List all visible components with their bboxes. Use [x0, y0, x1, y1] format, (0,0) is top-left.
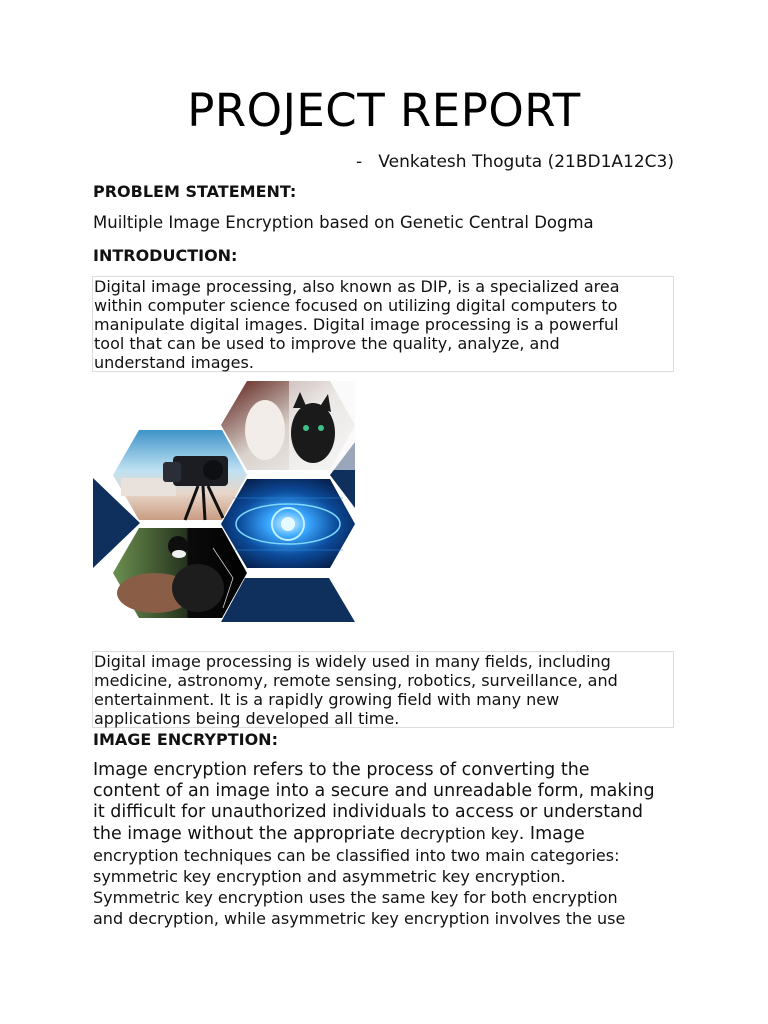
text-line: encryption techniques can be classified into two main categories:	[93, 846, 620, 865]
text-line	[93, 823, 683, 845]
text-line: understand images.	[94, 353, 254, 372]
text-line: entertainment. It is a rapidly growing field with many new	[94, 690, 560, 709]
text-line: Digital image processing, also known as DIP, is a specialized area	[94, 277, 620, 296]
navy-trapezoid-bottom	[221, 578, 355, 622]
page-title: PROJECT REPORT	[187, 84, 581, 137]
problem-statement-text: Muiltiple Image Encryption based on Genetic Central Dogma	[93, 213, 594, 232]
text-line: medicine, astronomy, remote sensing, robotics, surveillance, and	[94, 671, 618, 690]
image-encryption-paragraph	[93, 760, 683, 929]
text-line: Symmetric key encryption uses the same key for both encryption	[93, 888, 618, 907]
introduction-heading: INTRODUCTION:	[93, 246, 238, 265]
text-line: and decryption, while asymmetric key encryption involves the use	[93, 909, 626, 928]
text-line: within computer science focused on utilizing digital computers to	[94, 296, 618, 315]
cat-photo	[221, 381, 355, 470]
image-encryption-heading: IMAGE ENCRYPTION:	[93, 730, 278, 749]
text-line: content of an image into a secure and unreadable form, making	[93, 781, 655, 801]
text-line: manipulate digital images. Digital image processing is a powerful	[94, 315, 619, 334]
eye-digital-graphic	[221, 479, 355, 568]
bird-photo	[113, 528, 247, 618]
text-line: Digital image processing is widely used in many fields, including	[94, 652, 611, 671]
text-line: symmetric key encryption and asymmetric key encryption.	[93, 867, 566, 886]
text-line: tool that can be used to improve the quality, analyze, and	[94, 334, 560, 353]
text-line: Image encryption refers to the process of converting the	[93, 760, 590, 780]
camera-photo	[113, 430, 247, 520]
introduction-paragraph	[92, 276, 674, 372]
applications-paragraph	[92, 651, 674, 728]
author-line: - Venkatesh Thoguta (21BD1A12C3)	[355, 152, 674, 172]
text-line: applications being developed all time.	[94, 709, 400, 728]
text-fragment: decryption key	[394, 824, 519, 843]
hexagon-image-collage	[93, 378, 357, 624]
text-fragment: the image without the appropriate	[93, 824, 395, 844]
text-fragment: . Image	[518, 824, 585, 844]
text-line: it difficult for unauthorized individuals to access or understand	[93, 802, 644, 822]
problem-statement-heading: PROBLEM STATEMENT:	[93, 182, 297, 201]
